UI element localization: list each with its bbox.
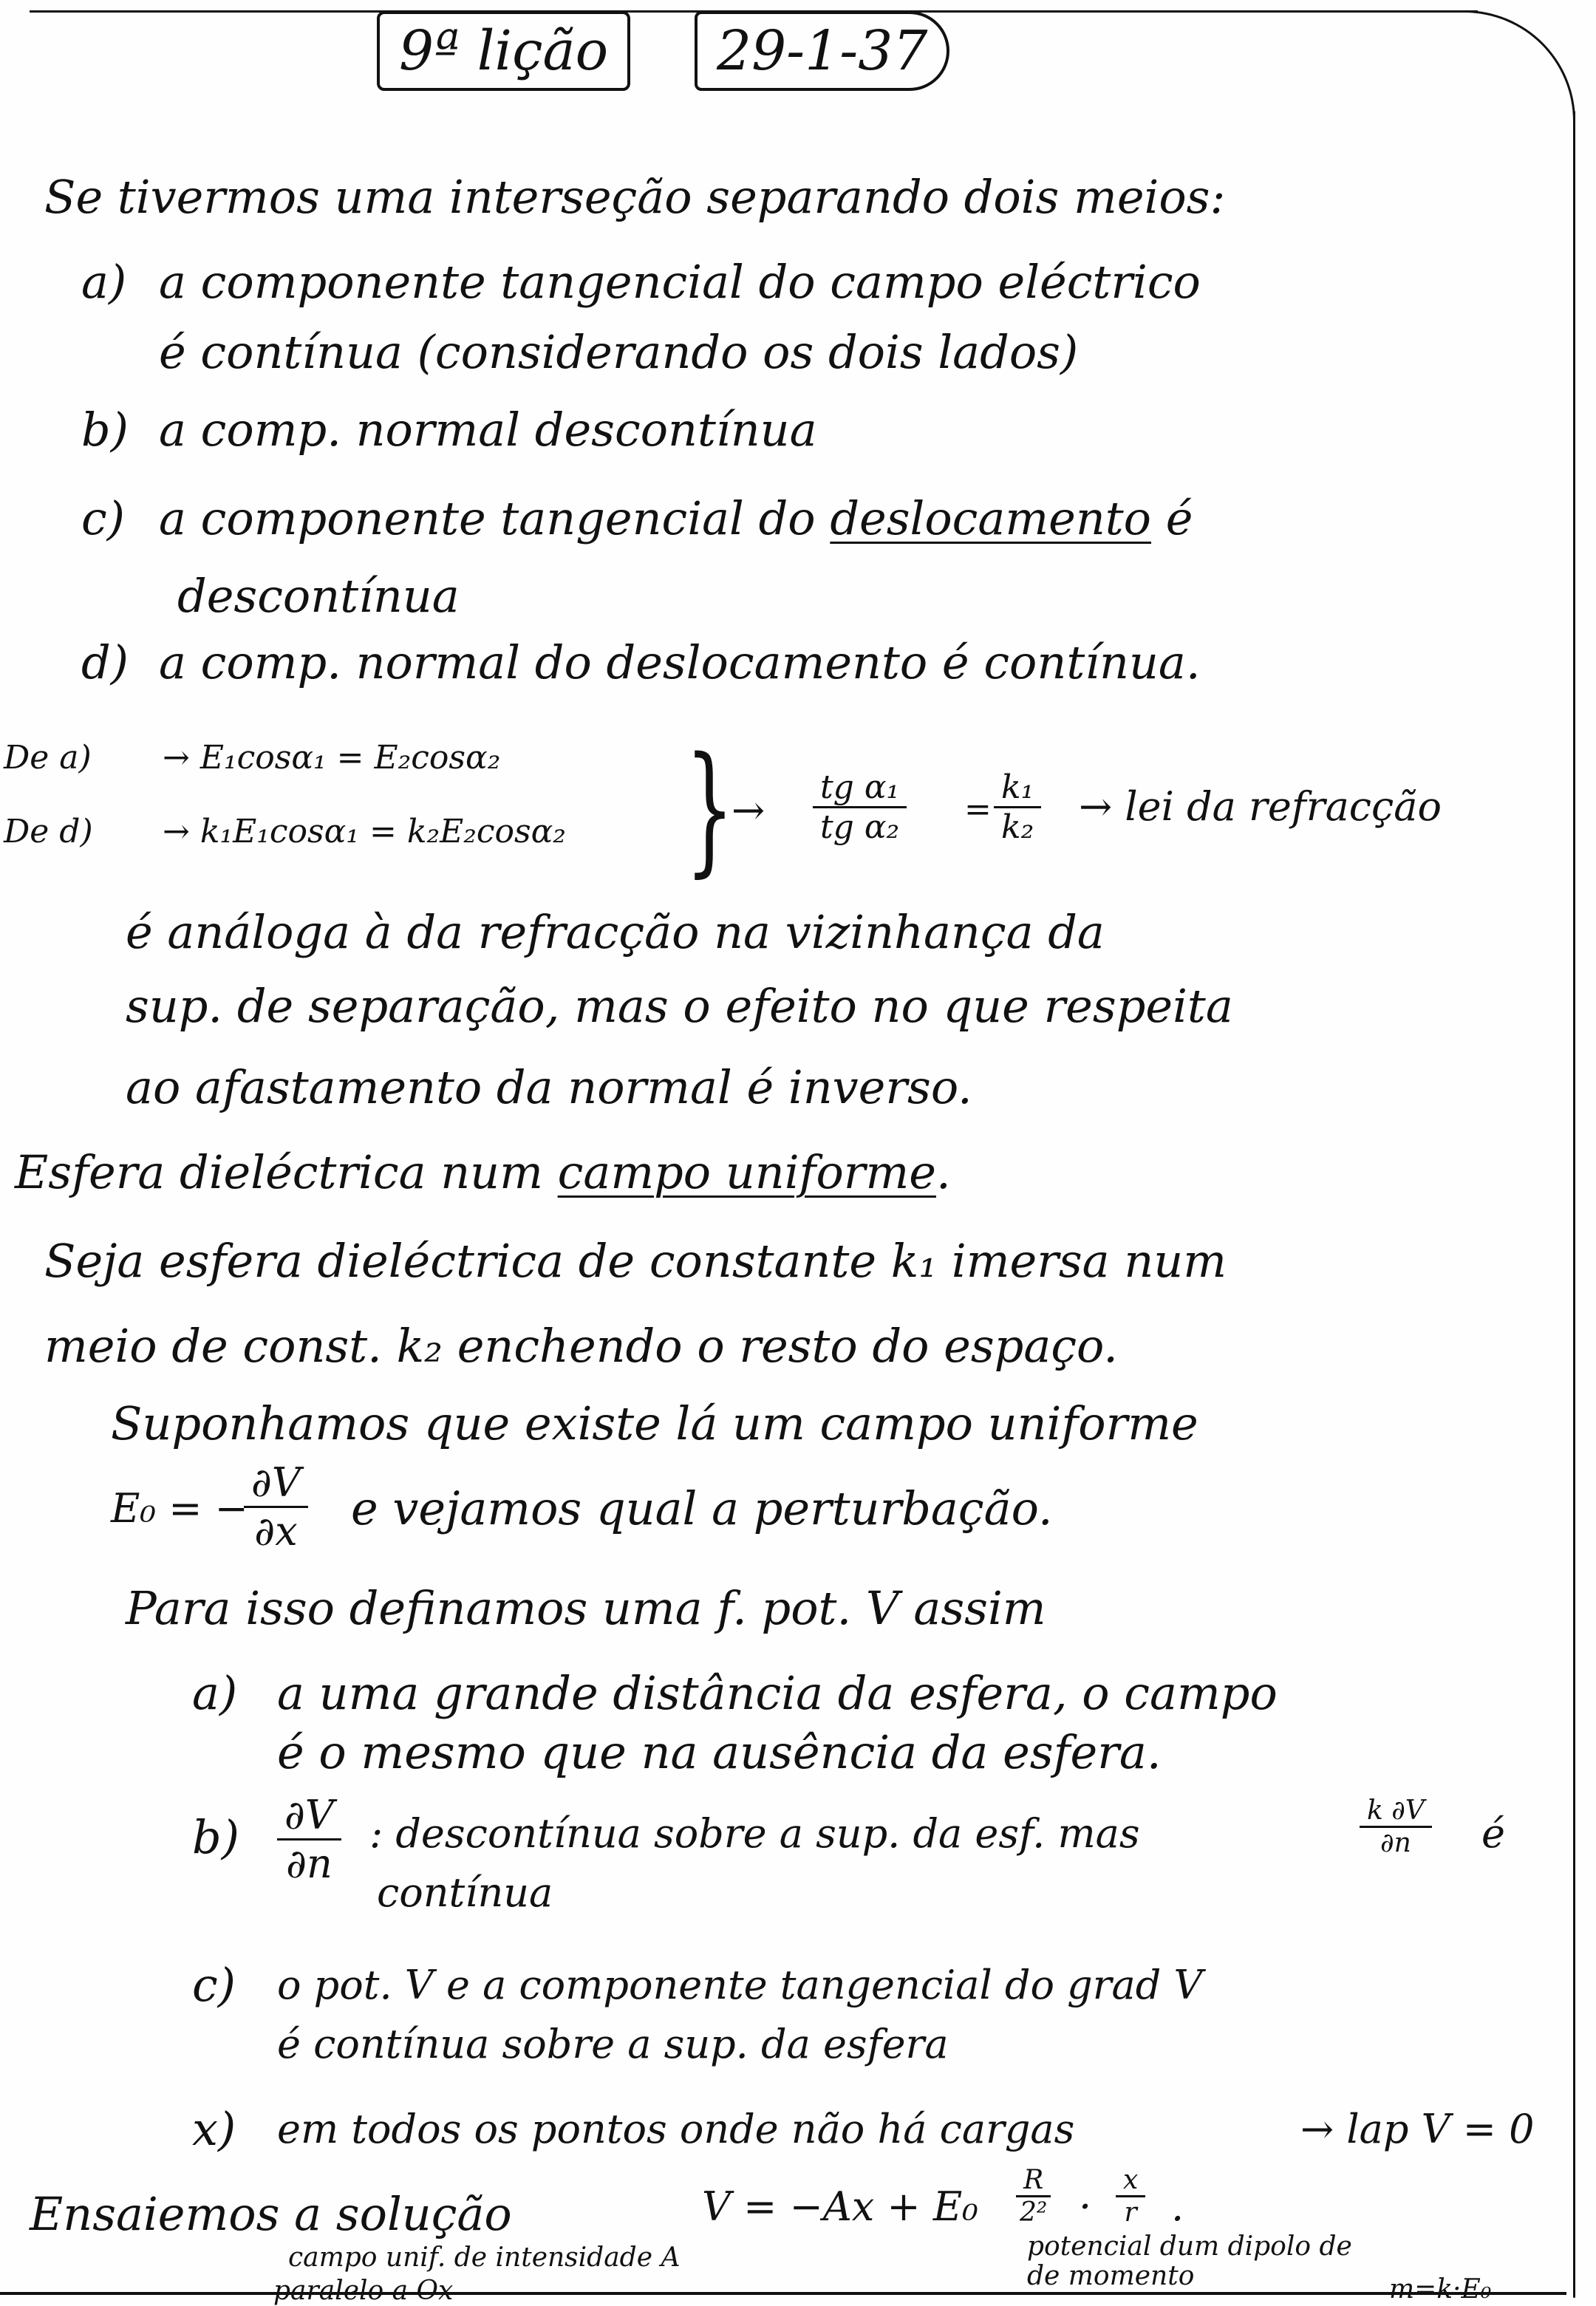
remark-line-1: é análoga à da refracção na vizinhança da xyxy=(126,905,1105,959)
property-c-line1: o pot. V e a componente tangencial do grad V xyxy=(277,1962,1203,2008)
property-c-line2: é contínua sobre a sup. da esfera xyxy=(277,2021,949,2067)
derivation-d-equation: → k₁E₁cosα₁ = k₂E₂cosα₂ xyxy=(163,813,566,850)
property-b-derivative xyxy=(277,1792,341,1887)
derivation-result-arrow: → xyxy=(732,787,765,833)
condition-c-text: a componente tangencial do xyxy=(159,491,816,545)
k-ratio-denominator: k₂ xyxy=(1001,808,1034,846)
condition-c-tail: é xyxy=(1165,491,1193,545)
body-line-1: Seja esfera dieléctrica de constante k₁ imersa num xyxy=(44,1234,1227,1288)
solution-fraction-1 xyxy=(1012,2165,1054,2228)
derivation-d-prefix: De d) xyxy=(4,813,93,850)
remark-line-3: ao afastamento da normal é inverso. xyxy=(126,1060,972,1114)
page-border-bottom xyxy=(0,2292,1566,2295)
derivation-a-prefix: De a) xyxy=(4,739,92,777)
solution-fraction-2-denominator: r xyxy=(1124,2197,1137,2228)
note-dipole-3: m=k·E₀ xyxy=(1389,2274,1492,2305)
condition-c-label: c) xyxy=(81,491,125,545)
solution-equation-start: V = −Ax + E₀ xyxy=(702,2183,978,2230)
body-line-5: Para isso definamos uma f. pot. V assim xyxy=(126,1581,1046,1635)
condition-d-label: d) xyxy=(81,635,129,689)
tangent-ratio-numerator: tg α₁ xyxy=(813,768,907,808)
derivation-tangent-ratio xyxy=(813,768,907,846)
derivation-k-ratio xyxy=(994,768,1041,846)
condition-d-line1: a comp. normal do deslocamento é contínua. xyxy=(159,635,1201,689)
body-line-2: meio de const. k₂ enchendo o resto do espaço. xyxy=(44,1319,1119,1373)
property-c-label: c) xyxy=(192,1958,236,2012)
property-b-k-numerator: k ∂V xyxy=(1360,1795,1432,1828)
property-a-line1: a uma grande distância da esfera, o campo xyxy=(277,1666,1278,1720)
solution-end: . xyxy=(1171,2183,1184,2230)
remark-line-2: sup. de separação, mas o efeito no que respeita xyxy=(126,979,1233,1033)
property-x-line1: em todos os pontos onde não há cargas xyxy=(277,2106,1075,2152)
condition-b-label: b) xyxy=(81,403,129,457)
section-heading-end: . xyxy=(935,1145,951,1199)
lesson-number-box: 9ª lição xyxy=(377,11,630,91)
property-b-derivative-denominator: ∂n xyxy=(286,1841,332,1887)
condition-a-line2: é contínua (considerando os dois lados) xyxy=(159,325,1079,379)
property-x-label: x) xyxy=(192,2102,236,2156)
page-corner-curve xyxy=(1457,10,1575,129)
k-ratio-numerator: k₁ xyxy=(994,768,1041,808)
refraction-law-label: → lei da refracção xyxy=(1079,783,1442,830)
date-box: 29-1-37 xyxy=(695,11,949,91)
solution-fraction-2 xyxy=(1116,2165,1145,2228)
body-line-4: e vejamos qual a perturbação. xyxy=(351,1481,1053,1535)
property-b-k-denominator: ∂n xyxy=(1380,1828,1411,1858)
property-b-derivative-numerator: ∂V xyxy=(277,1792,341,1841)
field-derivative-denominator: ∂x xyxy=(254,1508,298,1555)
condition-a-line1: a componente tangencial do campo eléctrico xyxy=(159,255,1201,309)
property-b-line1: : descontínua sobre a sup. da esf. mas xyxy=(369,1810,1140,1857)
property-a-label: a) xyxy=(192,1666,238,1720)
derivation-brace: } xyxy=(685,727,734,890)
intro-line: Se tivermos uma interseção separando dois meios: xyxy=(44,170,1226,224)
solution-dot: · xyxy=(1079,2183,1092,2230)
note-uniform-field-2: paralelo a Ox xyxy=(273,2276,454,2306)
condition-c-line1 xyxy=(159,491,1193,545)
section-heading xyxy=(15,1145,951,1199)
solution-fraction-2-numerator: x xyxy=(1116,2165,1145,2197)
property-a-line2: é o mesmo que na ausência da esfera. xyxy=(277,1725,1162,1779)
field-derivative-numerator: ∂V xyxy=(244,1459,308,1508)
note-uniform-field-1: campo unif. de intensidade A xyxy=(288,2242,681,2273)
body-line-3: Suponhamos que existe lá um campo uniforme xyxy=(111,1396,1198,1450)
derivation-equals: = xyxy=(964,791,992,828)
property-x-laplace: → lap V = 0 xyxy=(1300,2106,1535,2152)
property-b-line2: contínua xyxy=(377,1869,553,1916)
condition-c-line2: descontínua xyxy=(177,569,460,623)
field-definition-lhs: E₀ = − xyxy=(111,1485,248,1532)
solution-fraction-1-denominator: 2² xyxy=(1020,2197,1048,2228)
condition-b-line1: a comp. normal descontínua xyxy=(159,403,817,457)
solution-prefix: Ensaiemos a solução xyxy=(30,2187,512,2241)
condition-a-label: a) xyxy=(81,255,127,309)
solution-fraction-1-numerator: R xyxy=(1016,2165,1051,2197)
tangent-ratio-denominator: tg α₂ xyxy=(820,808,900,846)
condition-c-emphasis: deslocamento xyxy=(830,491,1152,545)
property-b-label: b) xyxy=(192,1810,239,1864)
derivation-a-equation: → E₁cosα₁ = E₂cosα₂ xyxy=(163,739,501,777)
page-border-right xyxy=(1573,111,1575,2298)
field-definition-derivative xyxy=(244,1459,308,1555)
property-b-k-derivative xyxy=(1360,1795,1432,1858)
section-heading-part-a: Esfera dieléctrica num xyxy=(15,1145,543,1199)
property-b-tail: é xyxy=(1481,1810,1505,1857)
section-heading-part-b: campo uniforme xyxy=(557,1145,936,1199)
note-dipole-2: de momento xyxy=(1027,2261,1195,2291)
note-dipole-1: potencial dum dipolo de xyxy=(1027,2231,1352,2262)
